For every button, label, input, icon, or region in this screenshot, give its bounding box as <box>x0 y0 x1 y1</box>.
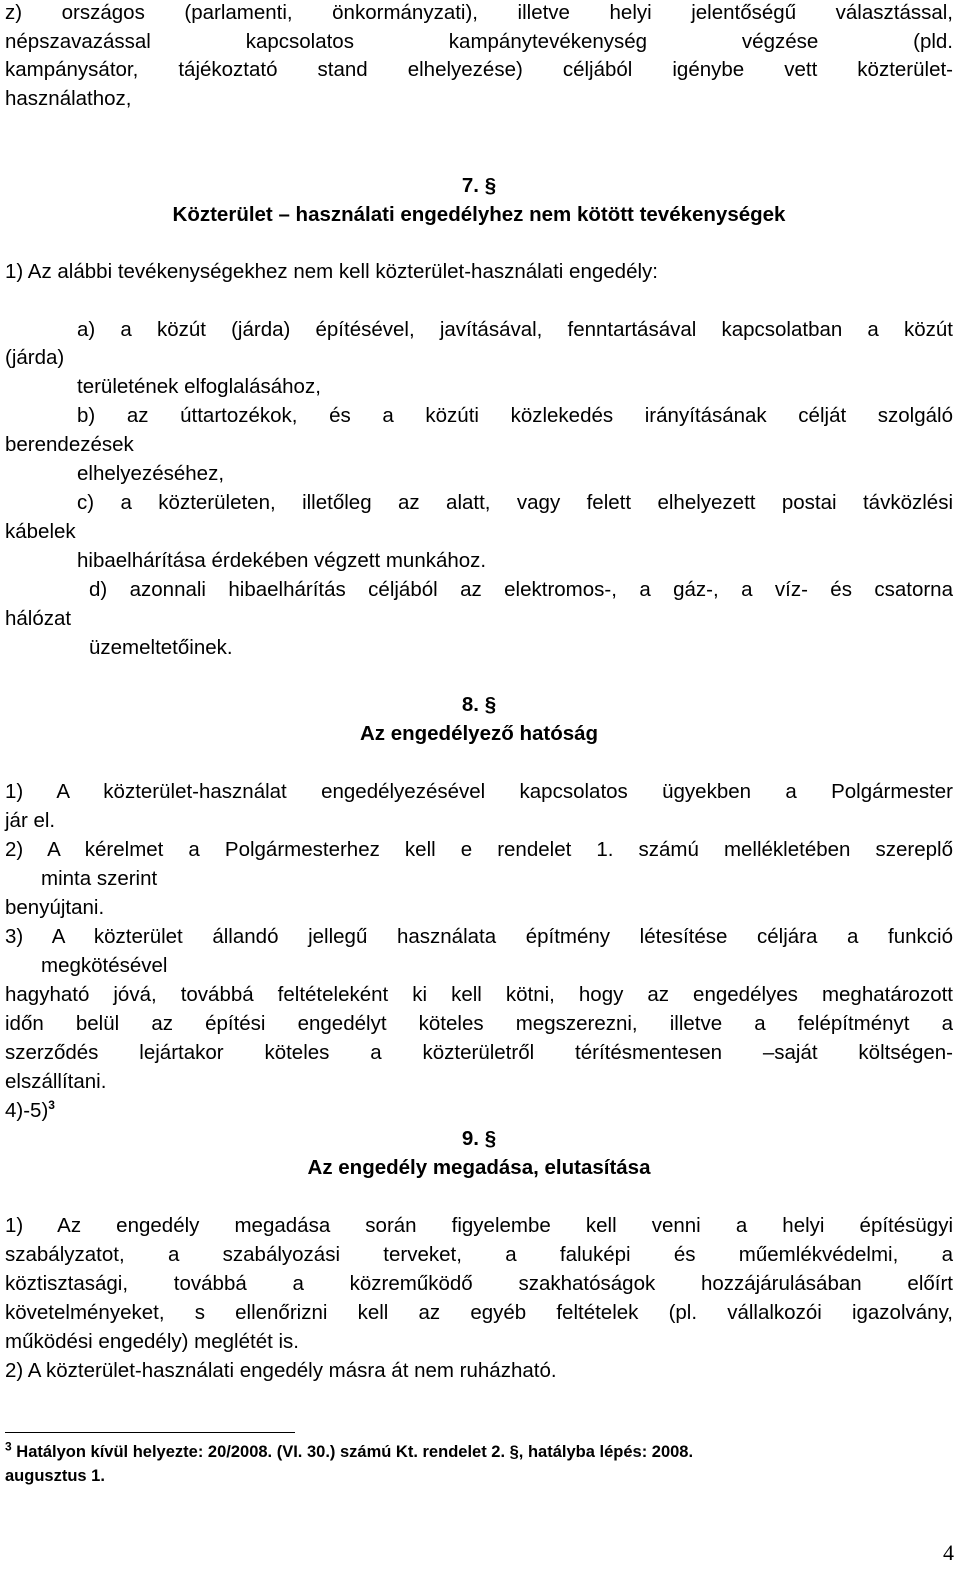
paragraph: 1) Az engedély megadása során figyelembe kell venni a helyi építésügyi <box>5 1214 953 1237</box>
section-7-title: Közterület – használati engedélyhez nem kötött tevékenységek <box>172 203 786 226</box>
paragraph: hagyható jóvá, továbbá feltételeként ki kell kötni, hogy az engedélyes meghatározott <box>5 983 953 1006</box>
section-sign: § <box>484 693 497 716</box>
paragraph: követelményeket, s ellenőrizni kell az egyéb feltételek (pl. vállalkozói igazolvány, <box>5 1301 953 1324</box>
intro-line: használathoz, <box>5 87 132 110</box>
intro-line: kampánysátor, tájékoztató stand elhelyezése) céljából igénybe vett közterület- <box>5 58 953 81</box>
list-item-c-cont: kábelek <box>5 520 76 543</box>
section-number: 8. <box>461 693 485 716</box>
list-item-d: d) azonnali hibaelhárítás céljából az elektromos-, a gáz-, a víz- és csatorna <box>89 578 953 601</box>
paragraph: 2) A kérelmet a Polgármesterhez kell e rendelet 1. számú mellékletében szereplő <box>5 838 953 861</box>
paragraph: megkötésével <box>41 954 168 977</box>
list-item-d-cont: üzemeltetőinek. <box>89 636 233 659</box>
list-item-c: c) a közterületen, illetőleg az alatt, vagy felett elhelyezett postai távközlési <box>77 491 953 514</box>
footnote-text: Hatályon kívül helyezte: 20/2008. (VI. 30.) számú Kt. rendelet 2. §, hatályba lépés: 2008. <box>11 1443 694 1461</box>
paragraph: minta szerint <box>41 867 158 890</box>
footnote-number: 3 <box>5 1439 12 1454</box>
paragraph: köztisztasági, továbbá a közreműködő szakhatóságok hozzájárulásában előírt <box>5 1272 953 1295</box>
section-number: 7. <box>461 174 485 197</box>
footnote-separator <box>5 1432 295 1433</box>
section-sign: § <box>484 174 497 197</box>
repealed-range: 4)-5) <box>5 1099 49 1122</box>
list-item-b-cont: berendezések <box>5 433 134 456</box>
paragraph: elszállítani. <box>5 1070 107 1093</box>
section-8-title: Az engedélyező hatóság <box>359 722 599 745</box>
section-8-number <box>0 690 958 719</box>
paragraph: időn belül az építési engedélyt köteles megszerezni, illetve a felépítményt a <box>5 1012 953 1035</box>
paragraph: 1) Az alábbi tevékenységekhez nem kell közterület-használati engedély: <box>5 260 658 283</box>
list-item-a-cont: (járda) <box>5 346 65 369</box>
page-number: 4 <box>943 1540 954 1565</box>
paragraph: 1) A közterület-használat engedélyezésével kapcsolatos ügyekben a Polgármester <box>5 780 953 803</box>
list-item-b-cont: elhelyezéséhez, <box>77 462 225 485</box>
list-item-b: b) az úttartozékok, és a közúti közlekedés irányításának célját szolgáló <box>77 404 953 427</box>
list-item-c-cont: hibaelhárítása érdekében végzett munkához. <box>77 549 487 572</box>
footnote-cont: augusztus 1. <box>5 1467 105 1485</box>
section-number: 9. <box>461 1127 485 1150</box>
paragraph: jár el. <box>5 809 56 832</box>
section-sign: § <box>484 1127 497 1150</box>
section-7-number <box>0 171 958 200</box>
footnote <box>5 1440 945 1464</box>
section-9-number <box>0 1124 958 1153</box>
section-9-title: Az engedély megadása, elutasítása <box>307 1156 651 1179</box>
paragraph-repealed <box>5 1096 953 1125</box>
list-item-d-cont: hálózat <box>5 607 72 630</box>
list-item-a: a) a közút (járda) építésével, javításával, fenntartásával kapcsolatban a közút <box>77 318 953 341</box>
intro-line: z) országos (parlamenti, önkormányzati), illetve helyi jelentőségű választással, <box>5 1 953 24</box>
list-item-a-cont: területének elfoglalásához, <box>77 375 321 398</box>
paragraph: működési engedély) meglétét is. <box>5 1330 299 1353</box>
paragraph: szabályzatot, a szabályozási terveket, a faluképi és műemlékvédelmi, a <box>5 1243 953 1266</box>
paragraph: szerződés lejártakor köteles a közterületről térítésmentesen –saját költségen- <box>5 1041 953 1064</box>
footnote-ref[interactable]: 3 <box>48 1098 55 1113</box>
paragraph: benyújtani. <box>5 896 105 919</box>
intro-line: népszavazással kapcsolatos kampánytevékenység végzése (pld. <box>5 30 953 53</box>
paragraph: 3) A közterület állandó jellegű használata építmény létesítése céljára a funkció <box>5 925 953 948</box>
paragraph: 2) A közterület-használati engedély másra át nem ruházható. <box>5 1359 557 1382</box>
